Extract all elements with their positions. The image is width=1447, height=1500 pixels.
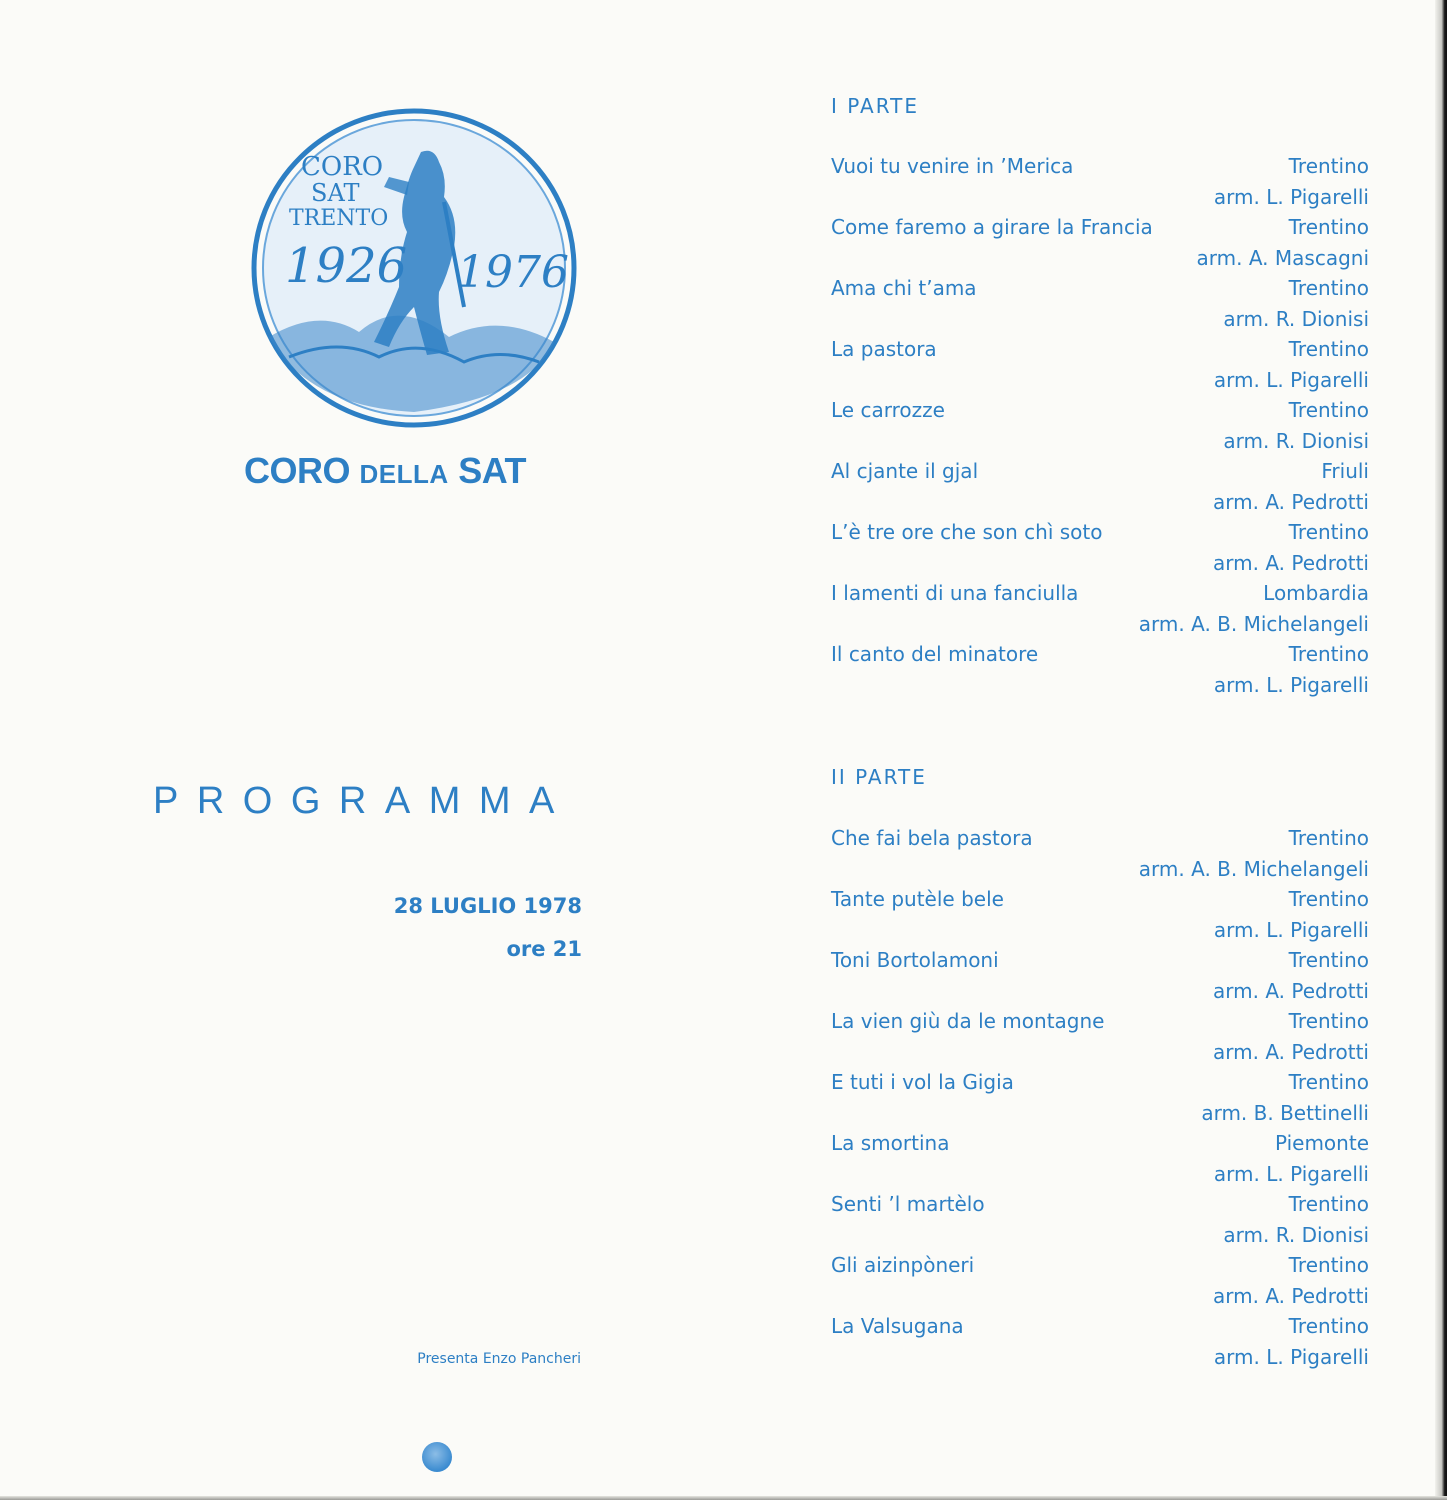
song-region: Trentino: [1288, 948, 1369, 972]
part-two-song-list: [831, 826, 1369, 1375]
song-row: [831, 1253, 1369, 1314]
song-row: [831, 1131, 1369, 1192]
song-region: Lombardia: [1263, 581, 1369, 605]
song-arranger: arm. A. Pedrotti: [1213, 979, 1369, 1003]
song-row: [831, 459, 1369, 520]
part-one-heading: I PARTE: [831, 94, 920, 118]
song-title: Al cjante il gjal: [831, 459, 979, 483]
song-arranger: arm. L. Pigarelli: [1213, 368, 1369, 392]
song-row: [831, 215, 1369, 276]
song-title: Il canto del minatore: [831, 642, 1039, 666]
anniversary-medal: [249, 107, 579, 429]
song-region: Trentino: [1288, 398, 1369, 422]
song-title: Le carrozze: [831, 398, 945, 422]
song-title: Toni Bortolamoni: [831, 948, 999, 972]
song-arranger: arm. A. Mascagni: [1196, 246, 1369, 270]
song-arranger: arm. B. Bettinelli: [1201, 1101, 1369, 1125]
page-bottom-edge: [0, 1496, 1447, 1500]
song-arranger: arm. A. B. Michelangeli: [1138, 612, 1369, 636]
song-region: Trentino: [1288, 337, 1369, 361]
medal-line-sat: SAT: [311, 179, 360, 207]
part-one-song-list: [831, 154, 1369, 703]
song-row: [831, 276, 1369, 337]
song-arranger: arm. L. Pigarelli: [1213, 918, 1369, 942]
song-row: [831, 948, 1369, 1009]
song-region: Friuli: [1321, 459, 1369, 483]
song-region: Trentino: [1288, 154, 1369, 178]
programma-title: PROGRAMMA: [153, 780, 573, 822]
song-arranger: arm. A. Pedrotti: [1213, 1284, 1369, 1308]
choir-name-sat: SAT: [458, 450, 527, 491]
song-arranger: arm. R. Dionisi: [1223, 1223, 1369, 1247]
song-title: E tuti i vol la Gigia: [831, 1070, 1014, 1094]
song-region: Trentino: [1288, 887, 1369, 911]
presenter-credit: Presenta Enzo Pancheri: [417, 1351, 581, 1367]
medal-line-coro: CORO: [301, 152, 384, 182]
song-arranger: arm. A. B. Michelangeli: [1138, 857, 1369, 881]
song-arranger: arm. L. Pigarelli: [1213, 1162, 1369, 1186]
song-title: Che fai bela pastora: [831, 826, 1033, 850]
page-right-edge: [1435, 0, 1447, 1500]
song-row: [831, 826, 1369, 887]
choir-name-coro: CORO: [244, 450, 350, 491]
song-title: L’è tre ore che son chì soto: [831, 520, 1103, 544]
song-region: Trentino: [1288, 1192, 1369, 1216]
song-arranger: arm. L. Pigarelli: [1213, 1345, 1369, 1369]
song-title: La vien giù da le montagne: [831, 1009, 1105, 1033]
song-row: [831, 398, 1369, 459]
song-arranger: arm. A. Pedrotti: [1213, 1040, 1369, 1064]
choir-name: [244, 450, 584, 492]
song-arranger: arm. R. Dionisi: [1223, 307, 1369, 331]
song-region: Trentino: [1288, 215, 1369, 239]
song-row: [831, 1070, 1369, 1131]
song-region: Piemonte: [1274, 1131, 1369, 1155]
choir-name-della: DELLA: [359, 459, 449, 489]
song-title: La Valsugana: [831, 1314, 964, 1338]
song-row: [831, 337, 1369, 398]
song-row: [831, 581, 1369, 642]
concert-time: ore 21: [506, 937, 582, 961]
song-row: [831, 1009, 1369, 1070]
song-region: Trentino: [1288, 1009, 1369, 1033]
song-title: Vuoi tu venire in ’Merica: [831, 154, 1074, 178]
medal-year-left: 1926: [285, 238, 408, 294]
song-title: Gli aizinpòneri: [831, 1253, 975, 1277]
song-region: Trentino: [1288, 826, 1369, 850]
song-title: I lamenti di una fanciulla: [831, 581, 1079, 605]
song-region: Trentino: [1288, 1070, 1369, 1094]
song-row: [831, 642, 1369, 703]
song-region: Trentino: [1288, 642, 1369, 666]
song-arranger: arm. A. Pedrotti: [1213, 551, 1369, 575]
song-region: Trentino: [1288, 1253, 1369, 1277]
song-title: Senti ’l martèlo: [831, 1192, 985, 1216]
song-row: [831, 1192, 1369, 1253]
song-row: [831, 1314, 1369, 1375]
song-region: Trentino: [1288, 276, 1369, 300]
song-region: Trentino: [1288, 520, 1369, 544]
song-arranger: arm. A. Pedrotti: [1213, 490, 1369, 514]
medal-year-right: 1976: [457, 247, 569, 298]
song-row: [831, 154, 1369, 215]
song-row: [831, 520, 1369, 581]
song-arranger: arm. R. Dionisi: [1223, 429, 1369, 453]
song-arranger: arm. L. Pigarelli: [1213, 185, 1369, 209]
medal-line-trento: TRENTO: [289, 206, 389, 231]
song-title: Ama chi t’ama: [831, 276, 977, 300]
ink-stamp-dot: [422, 1442, 452, 1472]
part-two-heading: II PARTE: [831, 765, 927, 789]
song-title: La smortina: [831, 1131, 950, 1155]
song-title: Come faremo a girare la Francia: [831, 215, 1153, 239]
song-region: Trentino: [1288, 1314, 1369, 1338]
concert-date: 28 LUGLIO 1978: [393, 894, 582, 918]
song-title: La pastora: [831, 337, 937, 361]
song-title: Tante putèle bele: [831, 887, 1004, 911]
song-arranger: arm. L. Pigarelli: [1213, 673, 1369, 697]
medal-emblem: [249, 107, 579, 429]
song-row: [831, 887, 1369, 948]
